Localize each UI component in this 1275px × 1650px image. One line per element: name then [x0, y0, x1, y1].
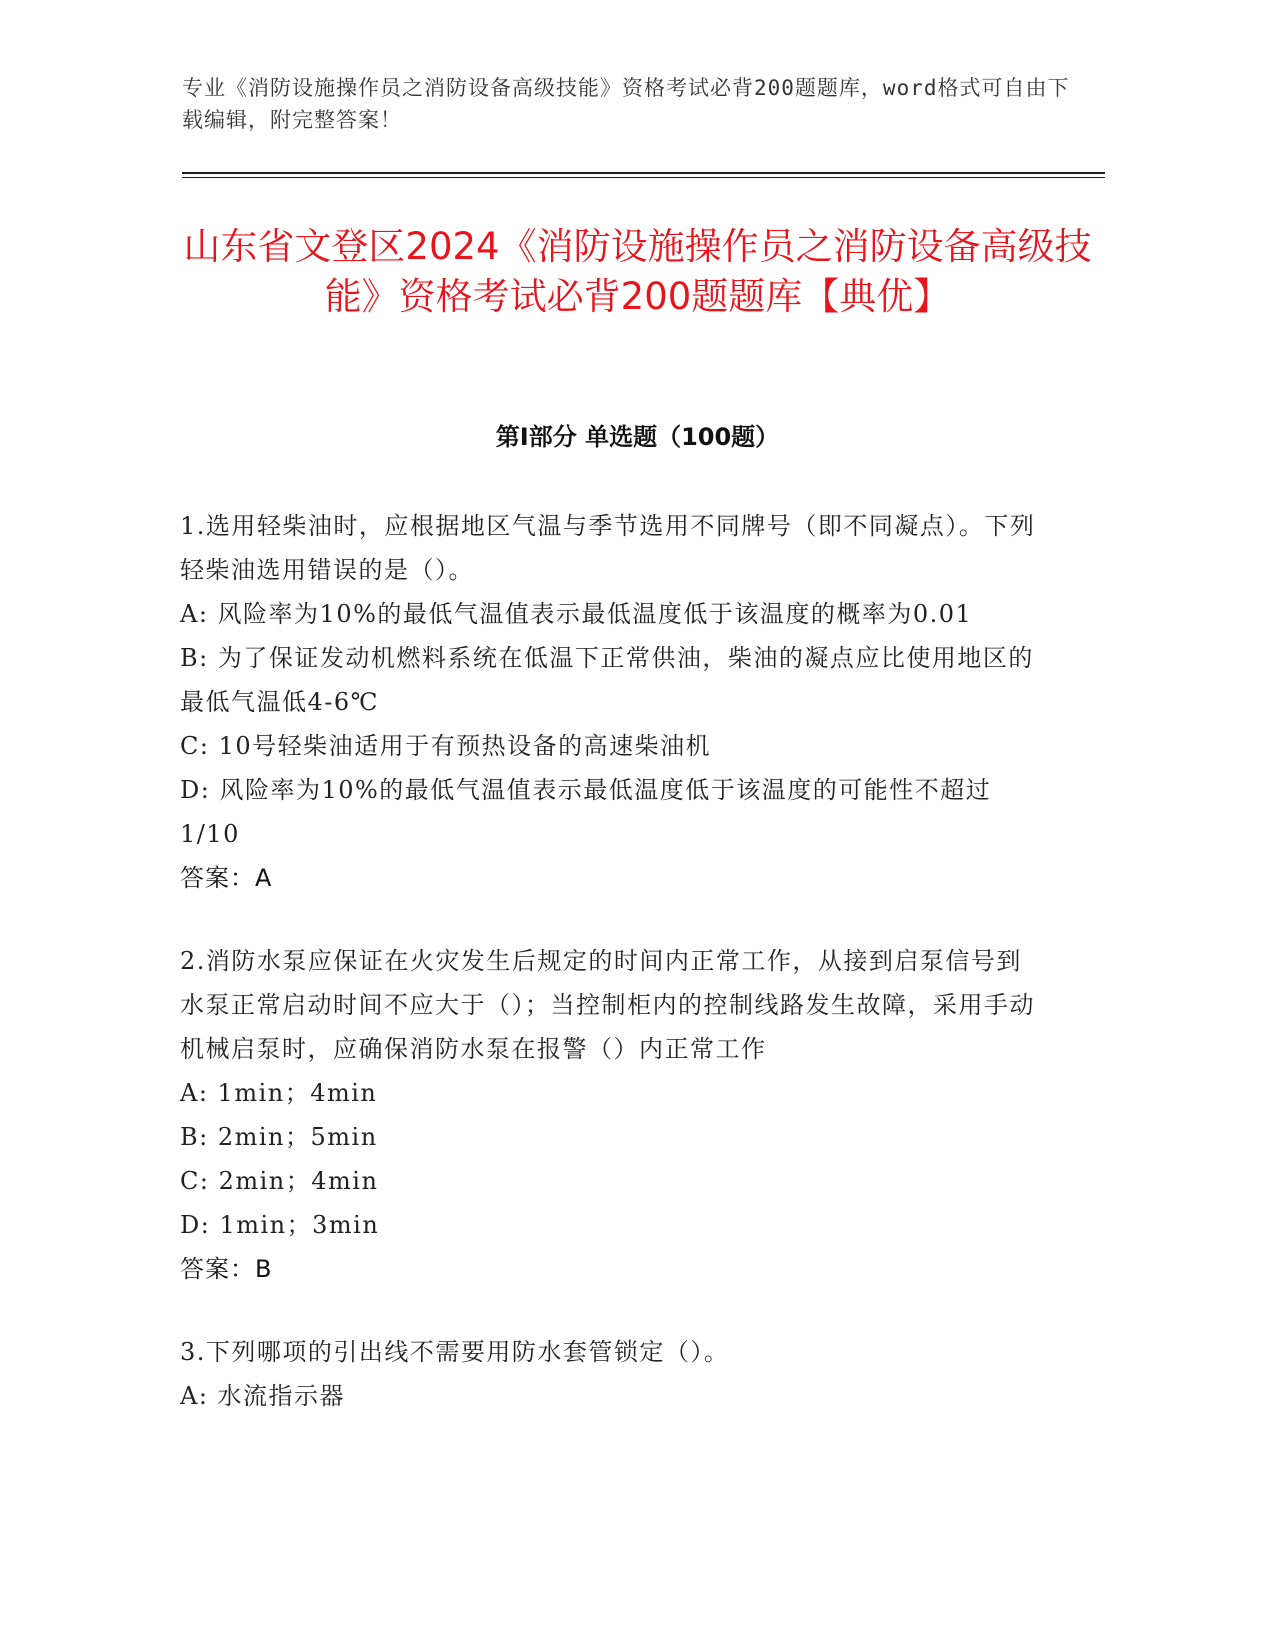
question-stem: 1.选用轻柴油时，应根据地区气温与季节选用不同牌号（即不同凝点）。下列轻柴油选用错误的是（）。 [180, 512, 1036, 584]
question-stem: 3.下列哪项的引出线不需要用防水套管锁定（）。 [180, 1338, 730, 1366]
question-1 [180, 504, 1040, 900]
option-a: A: 水流指示器 [180, 1382, 346, 1410]
header-note: 专业《消防设施操作员之消防设备高级技能》资格考试必背200题题库，word格式可自由下载编辑，附完整答案！ [182, 76, 1070, 132]
option-d: D: 风险率为10%的最低气温值表示最低温度低于该温度的可能性不超过1/10 [180, 776, 992, 848]
question-3 [180, 1330, 1040, 1418]
option-b: B: 为了保证发动机燃料系统在低温下正常供油，柴油的凝点应比使用地区的最低气温低4-6℃ [180, 644, 1034, 716]
question-stem: 2.消防水泵应保证在火灾发生后规定的时间内正常工作，从接到启泵信号到水泵正常启动时间不应大于（）；当控制柜内的控制线路发生故障，采用手动机械启泵时，应确保消防水泵在报警（）内正常工作 [180, 947, 1035, 1063]
header-divider-thin [182, 177, 1105, 178]
document-title: 山东省文登区2024《消防设施操作员之消防设备高级技能》资格考试必背200题题库【典优】 [183, 225, 1092, 318]
question-2 [180, 939, 1040, 1291]
option-c: C: 10号轻柴油适用于有预热设备的高速柴油机 [180, 732, 712, 760]
header-divider-thick [182, 172, 1105, 174]
option-a: A: 风险率为10%的最低气温值表示最低温度低于该温度的概率为0.01 [180, 600, 973, 628]
option-a: A: 1min；4min [180, 1079, 378, 1107]
answer: 答案：A [180, 864, 273, 892]
section-heading: 第I部分 单选题（100题） [495, 423, 780, 451]
answer: 答案：B [180, 1255, 273, 1283]
option-b: B: 2min；5min [180, 1123, 378, 1151]
option-c: C: 2min；4min [180, 1167, 379, 1195]
option-d: D: 1min；3min [180, 1211, 380, 1239]
